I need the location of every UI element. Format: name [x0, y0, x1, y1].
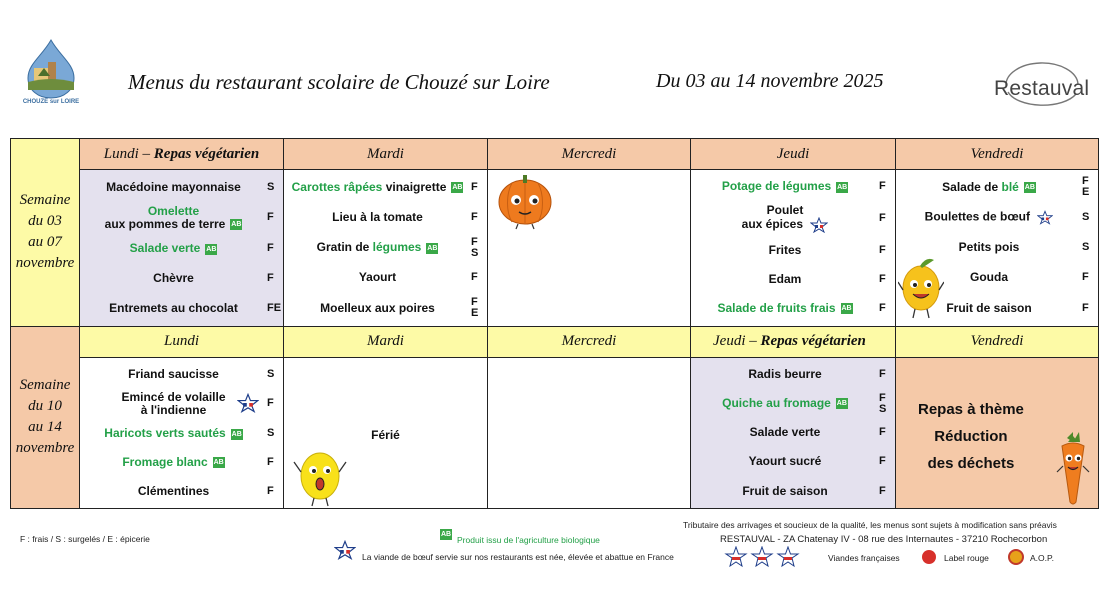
menu-item	[80, 296, 283, 320]
item-code: F	[267, 272, 274, 285]
item-name-line2: aux épices	[741, 217, 804, 232]
menu-item	[284, 236, 487, 260]
item-code: F	[1082, 271, 1089, 284]
label-rouge-icon	[922, 550, 936, 564]
item-code: F	[1082, 175, 1089, 188]
menu-item	[80, 267, 283, 291]
item-code: F	[879, 455, 886, 468]
item-code: FE	[267, 301, 282, 314]
item-name: Yaourt sucré	[748, 454, 822, 469]
menu-item	[80, 422, 283, 446]
item-name: Chèvre	[153, 271, 194, 286]
theme-meal	[918, 396, 1024, 477]
bio-legend: Produit issu de l'agriculture biologique	[457, 535, 600, 545]
item-name: Salade verte	[129, 241, 201, 256]
item-code: F	[879, 367, 886, 380]
week1-lundi-menu	[80, 170, 284, 327]
french-beef-icon	[334, 540, 356, 560]
menu-item	[80, 205, 283, 231]
theme-line1: Repas à thème	[918, 400, 1024, 418]
menu-item	[284, 206, 487, 230]
label-rouge-text: Label rouge	[944, 553, 989, 563]
week1-mardi-menu	[284, 170, 488, 327]
week2-day-jeudi: Jeudi – Repas végétarien	[691, 326, 896, 357]
item-name: Fromage blanc	[122, 455, 208, 470]
item-name: Friand saucisse	[128, 366, 219, 381]
date-range: Du 03 au 14 novembre 2025	[656, 70, 884, 92]
item-name: Omelette	[147, 203, 200, 218]
item-name-line2: aux pommes de terre	[104, 216, 226, 231]
bio-icon: AB	[841, 305, 852, 313]
menu-item	[691, 450, 895, 474]
week2-vendredi-menu	[896, 357, 1099, 509]
pumpkin-mascot-icon	[494, 172, 556, 230]
day-name: Lundi	[103, 145, 139, 162]
week1-day-mercredi: Mercredi	[488, 139, 691, 170]
item-code: F	[471, 211, 478, 224]
menu-item	[80, 451, 283, 475]
bio-icon: AB	[440, 531, 452, 538]
week1-label	[11, 139, 80, 327]
item-name: Poulet	[766, 203, 804, 218]
vegetarian-tag: Repas végétarien	[153, 145, 260, 162]
week1-day-header-row	[11, 139, 1099, 170]
item-code: F	[879, 272, 886, 285]
week2-mardi-menu	[284, 357, 488, 509]
menu-item	[80, 391, 283, 417]
item-code: F	[471, 271, 478, 284]
week1-label-line4: novembre	[15, 255, 75, 272]
week2-day-mercredi: Mercredi	[488, 326, 691, 357]
menu-item	[691, 204, 895, 233]
aop-icon	[1008, 549, 1024, 565]
item-name: Haricots verts sautés	[104, 426, 226, 441]
week1-jeudi-menu	[691, 170, 896, 327]
item-code: F	[267, 456, 274, 469]
viandes-francaises-icons	[724, 546, 804, 568]
item-code: S	[1082, 211, 1090, 224]
item-name: Lieu à la tomate	[332, 210, 423, 225]
item-code: F	[879, 484, 886, 497]
item-code2: S	[879, 402, 887, 415]
item-name: Carottes râpées	[291, 179, 383, 194]
menu-item	[284, 175, 487, 199]
item-code: S	[267, 367, 275, 380]
item-name: Petits pois	[958, 240, 1020, 255]
item-code: F	[1082, 301, 1089, 314]
day-name: Jeudi	[713, 333, 746, 349]
menu-item	[80, 237, 283, 261]
week1-mercredi-menu	[488, 170, 691, 327]
menu-item	[896, 206, 1098, 230]
menu-item	[691, 421, 895, 445]
item-name: Radis beurre	[748, 366, 822, 381]
chouze-town-logo	[20, 38, 82, 105]
item-name: Fruit de saison	[742, 483, 828, 498]
item-name: Potage de légumes	[721, 179, 832, 194]
week1-menu-row	[11, 170, 1099, 327]
viandes-francaises-label: Viandes françaises	[828, 553, 900, 563]
item-code: F	[267, 211, 274, 224]
code-legend: F : frais / S : surgelés / E : épicerie	[20, 534, 150, 544]
item-code: F	[471, 235, 478, 248]
item-name: Entremets au chocolat	[109, 300, 238, 315]
bio-icon: AB	[213, 459, 224, 467]
menu-item	[691, 238, 895, 262]
item-name: Clémentines	[137, 483, 210, 498]
bio-icon: AB	[836, 400, 847, 408]
company-address: RESTAUVAL - ZA Chatenay IV - 08 rue des Internautes - 37210 Rochecorbon	[720, 534, 1048, 545]
menu-item	[80, 362, 283, 386]
menu-item	[284, 296, 487, 320]
item-name: Salade verte	[749, 425, 821, 440]
theme-line2: Réduction	[934, 427, 1008, 445]
week1-day-vendredi: Vendredi	[896, 139, 1099, 170]
item-name: Fruit de saison	[946, 300, 1032, 315]
item-code2: E	[471, 307, 479, 320]
theme-line3: des déchets	[927, 454, 1015, 472]
menu-item	[691, 362, 895, 386]
brand-name: Restauval	[994, 77, 1090, 100]
page-title: Menus du restaurant scolaire de Chouzé sur Loire	[128, 70, 550, 94]
item-code: S	[267, 180, 275, 193]
item-code: F	[879, 180, 886, 193]
town-logo-text: CHOUZÉ sur LOIRE	[22, 99, 80, 105]
lemon-mascot-icon	[292, 442, 348, 508]
week2-label-line4: novembre	[15, 440, 75, 457]
bio-icon: AB	[452, 184, 463, 192]
bio-icon: AB	[206, 245, 217, 253]
week2-menu-row	[11, 357, 1099, 509]
disclaimer: Tributaire des arrivages et soucieux de la qualité, les menus sont sujets à modification sans préavis	[683, 520, 1057, 530]
menu-item	[691, 479, 895, 503]
french-meat-icon	[810, 217, 828, 233]
item-name-line2: à l'indienne	[140, 402, 207, 417]
week2-label-line3: au 14	[28, 419, 62, 436]
aop-text: A.O.P.	[1030, 553, 1054, 563]
holiday-note: Férié	[371, 427, 400, 442]
item-code: F	[879, 212, 886, 225]
item-name: Yaourt	[358, 270, 397, 285]
item-code: F	[267, 397, 274, 410]
item-code: F	[267, 484, 274, 497]
beef-origin-note: La viande de bœuf servie sur nos restaurants est née, élevée et abattue en France	[362, 552, 674, 562]
item-name: Salade de	[942, 179, 999, 194]
item-name: Salade de fruits frais	[717, 301, 836, 316]
menu-item	[691, 392, 895, 416]
week1-day-jeudi: Jeudi	[691, 139, 896, 170]
mango-mascot-icon	[898, 254, 944, 320]
item-name: Gratin de	[316, 240, 370, 255]
menu-table	[10, 138, 1099, 509]
week1-label-line3: au 07	[28, 234, 62, 251]
week2-day-vendredi: Vendredi	[896, 326, 1099, 357]
menu-item	[896, 175, 1098, 199]
week1-day-lundi: Lundi – Repas végétarien	[80, 139, 284, 170]
item-name: Moelleux aux poires	[320, 300, 435, 315]
carrot-mascot-icon	[1056, 432, 1090, 508]
week2-lundi-menu	[80, 357, 284, 509]
menu-item	[80, 479, 283, 503]
item-name: Frites	[768, 242, 802, 257]
bio-icon: AB	[427, 244, 438, 252]
item-code: F	[879, 391, 886, 404]
week2-day-header-row	[11, 326, 1099, 357]
week2-day-lundi: Lundi	[80, 326, 284, 357]
week2-label-line1: Semaine	[19, 377, 71, 394]
week2-label-line2: du 10	[28, 398, 62, 415]
item-code: S	[1082, 241, 1090, 254]
week2-label	[11, 326, 80, 509]
french-meat-icon	[237, 393, 259, 413]
item-name: Quiche au fromage	[722, 396, 831, 411]
week1-label-line1: Semaine	[19, 192, 71, 209]
item-code: F	[471, 180, 478, 193]
item-name: Edam	[768, 271, 802, 286]
item-name-suffix: légumes	[372, 240, 422, 255]
menu-item	[691, 175, 895, 199]
french-meat-icon	[1037, 210, 1053, 225]
item-code: F	[471, 296, 478, 309]
bio-icon: AB	[837, 183, 848, 191]
week2-day-mardi: Mardi	[284, 326, 488, 357]
bio-icon: AB	[231, 221, 242, 229]
week1-day-mardi: Mardi	[284, 139, 488, 170]
item-code: S	[267, 427, 275, 440]
item-code: F	[879, 243, 886, 256]
week2-jeudi-menu	[691, 357, 896, 509]
item-name-suffix: vinaigrette	[385, 179, 447, 194]
menu-item	[284, 266, 487, 290]
week2-mercredi-menu	[488, 357, 691, 509]
menu-item	[80, 175, 283, 199]
bio-icon: AB	[231, 430, 242, 438]
item-name: Emincé de volaille	[121, 389, 226, 404]
viandes-francaises-icon	[726, 547, 798, 566]
restauval-logo	[994, 62, 1090, 112]
item-name: Macédoine mayonnaise	[106, 179, 241, 194]
vegetarian-tag: Repas végétarien	[760, 333, 866, 349]
item-code: F	[879, 426, 886, 439]
item-name: Boulettes de bœuf	[924, 209, 1030, 224]
week1-label-line2: du 03	[28, 213, 62, 230]
item-name-suffix: blé	[1001, 179, 1019, 194]
item-name: Gouda	[970, 270, 1008, 285]
item-code2: E	[1082, 186, 1090, 199]
menu-item	[691, 267, 895, 291]
menu-item	[691, 297, 895, 321]
item-code2: S	[471, 246, 479, 259]
week1-vendredi-menu	[896, 170, 1099, 327]
bio-icon: AB	[1024, 184, 1035, 192]
item-code: F	[267, 242, 274, 255]
item-code: F	[879, 302, 886, 315]
